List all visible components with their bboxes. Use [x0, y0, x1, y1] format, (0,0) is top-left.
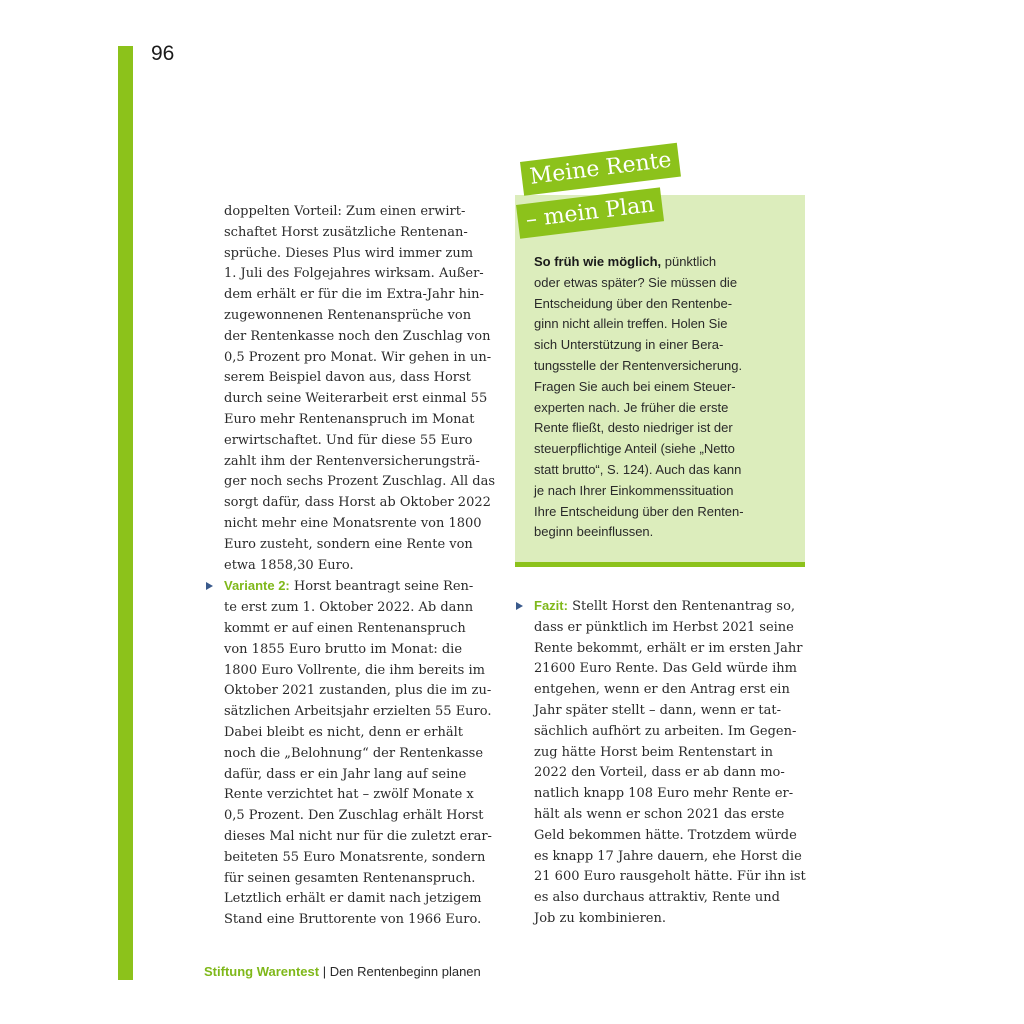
info-box-lead: So früh wie möglich, [534, 254, 662, 269]
text-line: sich Unterstützung in einer Bera- [534, 337, 724, 353]
text-line: etwa 1858,30 Euro. [224, 557, 354, 573]
page-number: 96 [151, 42, 175, 65]
text-line: te erst zum 1. Oktober 2022. Ab dann [224, 600, 474, 616]
intro-paragraph [224, 202, 499, 576]
text-line: Fragen Sie auch bei einem Steuer- [534, 378, 736, 394]
footer-separator: | [319, 964, 330, 979]
text-line: der Rentenkasse noch den Zuschlag von [224, 328, 491, 344]
text-line [224, 576, 499, 598]
text-line: beginn beeinflussen. [534, 524, 654, 540]
right-text-column [534, 596, 809, 930]
text-fragment: Stellt Horst den Rentenantrag so, [567, 599, 796, 614]
text-line: oder etwas später? Sie müssen die [534, 274, 738, 290]
text-line: 21 600 Euro rausgeholt hätte. Für ihn ist [534, 869, 806, 885]
text-fragment: Horst beantragt seine Ren- [289, 579, 474, 595]
text-line: statt brutto“, S. 124). Auch das kann [534, 461, 742, 477]
text-line: ger noch sechs Prozent Zuschlag. All das [224, 474, 496, 490]
text-line: schaftet Horst zusätzliche Rentenan- [224, 224, 468, 240]
text-line: Dabei bleibt es nicht, denn er erhält [224, 724, 464, 740]
text-line: zugewonnenen Rentenansprüche von [224, 307, 472, 323]
text-line: 0,5 Prozent. Den Zuschlag erhält Horst [224, 808, 484, 824]
text-line: 0,5 Prozent pro Monat. Wir gehen in un- [224, 349, 492, 365]
bullet-triangle-icon [206, 582, 213, 590]
text-line: Letztlich erhält er damit nach jetzigem [224, 891, 482, 907]
info-box-text [534, 252, 792, 543]
text-line: Geld bekommen hätte. Trotzdem würde [534, 827, 797, 843]
text-line: sprüche. Dieses Plus wird immer zum [224, 245, 474, 261]
text-line: Rente fließt, desto niedriger ist der [534, 420, 733, 436]
info-box-title-line-1: Meine Rente [520, 143, 681, 196]
info-box-title-line-2: – mein Plan [516, 187, 664, 238]
text-line: dem erhält er für die im Extra-Jahr hin- [224, 287, 484, 303]
footer-chapter-title: Den Rentenbeginn planen [329, 964, 481, 979]
text-line: Euro mehr Rentenanspruch im Monat [224, 411, 475, 427]
fazit-item [534, 596, 809, 930]
text-line [534, 252, 792, 273]
text-line: 2022 den Vorteil, dass er ab dann mo- [534, 765, 785, 781]
text-line: beiteten 55 Euro Monatsrente, sondern [224, 849, 486, 865]
text-line: doppelten Vorteil: Zum einen erwirt- [224, 204, 466, 219]
text-line [534, 596, 809, 618]
text-line: sächlich aufhört zu arbeiten. Im Gegen- [534, 723, 797, 739]
text-line: durch seine Weiterarbeit erst einmal 55 [224, 391, 488, 407]
text-line: erwirtschaftet. Und für diese 55 Euro [224, 432, 473, 448]
text-line: zug hätte Horst beim Rentenstart in [534, 744, 774, 760]
text-line: je nach Ihrer Einkommenssituation [534, 482, 734, 498]
text-line: ginn nicht allein treffen. Holen Sie [534, 316, 728, 332]
text-line: 1800 Euro Vollrente, die ihm bereits im [224, 662, 485, 678]
text-line: experten nach. Je früher die erste [534, 399, 729, 415]
text-line: kommt er auf einen Rentenanspruch [224, 620, 466, 636]
text-line: dieses Mal nicht nur für die zuletzt erar- [224, 828, 492, 844]
text-line: von 1855 Euro brutto im Monat: die [224, 641, 463, 657]
footer-brand: Stiftung Warentest [204, 964, 320, 979]
text-line: Oktober 2021 zustanden, plus die im zu- [224, 683, 492, 699]
text-line: nicht mehr eine Monatsrente von 1800 [224, 515, 482, 531]
text-line: zahlt ihm der Rentenversicherungsträ- [224, 453, 480, 469]
text-line: hält als wenn er schon 2021 das erste [534, 806, 785, 822]
text-line: entgehen, wenn er den Antrag erst ein [534, 682, 790, 698]
text-line: noch die „Belohnung“ der Rentenkasse [224, 745, 484, 761]
text-line: 21600 Euro Rente. Das Geld würde ihm [534, 661, 797, 677]
text-line: serem Beispiel davon aus, dass Horst [224, 370, 471, 386]
text-line: Stand eine Bruttorente von 1966 Euro. [224, 912, 482, 928]
bullet-triangle-icon [516, 602, 523, 610]
text-line: Ihre Entscheidung über den Renten- [534, 503, 744, 519]
text-line: Rente bekommt, erhält er im ersten Jahr [534, 640, 803, 656]
text-line: 1. Juli des Folgejahres wirksam. Außer- [224, 266, 484, 282]
page-footer [204, 964, 481, 979]
text-line: Entscheidung über den Rentenbe- [534, 295, 733, 311]
chapter-side-bar [118, 46, 133, 980]
variant-2-label: Variante 2: [224, 578, 290, 594]
text-line: für seinen gesamten Rentenanspruch. [224, 870, 476, 886]
text-line: dafür, dass er ein Jahr lang auf seine [224, 766, 467, 782]
text-line: es knapp 17 Jahre dauern, ehe Horst die [534, 848, 802, 864]
variant-2-item [224, 576, 499, 931]
text-line: sorgt dafür, dass Horst ab Oktober 2022 [224, 495, 491, 511]
text-line: tungsstelle der Rentenversicherung. [534, 357, 743, 373]
text-line: Jahr später stellt – dann, wenn er tat- [534, 702, 781, 718]
text-line: dass er pünktlich im Herbst 2021 seine [534, 619, 794, 635]
text-line: Rente verzichtet hat – zwölf Monate x [224, 787, 474, 803]
text-line: sätzlichen Arbeitsjahr erzielten 55 Euro. [224, 704, 492, 720]
text-line: es also durchaus attraktiv, Rente und [534, 890, 780, 906]
text-line: natlich knapp 108 Euro mehr Rente er- [534, 786, 794, 802]
text-line: Job zu kombinieren. [534, 910, 666, 926]
text-line: steuerpflichtige Anteil (siehe „Netto [534, 441, 735, 457]
text-line: Euro zusteht, sondern eine Rente von [224, 536, 473, 552]
fazit-label: Fazit: [534, 598, 568, 613]
text-fragment: pünktlich [661, 254, 717, 269]
left-text-column [224, 202, 499, 931]
